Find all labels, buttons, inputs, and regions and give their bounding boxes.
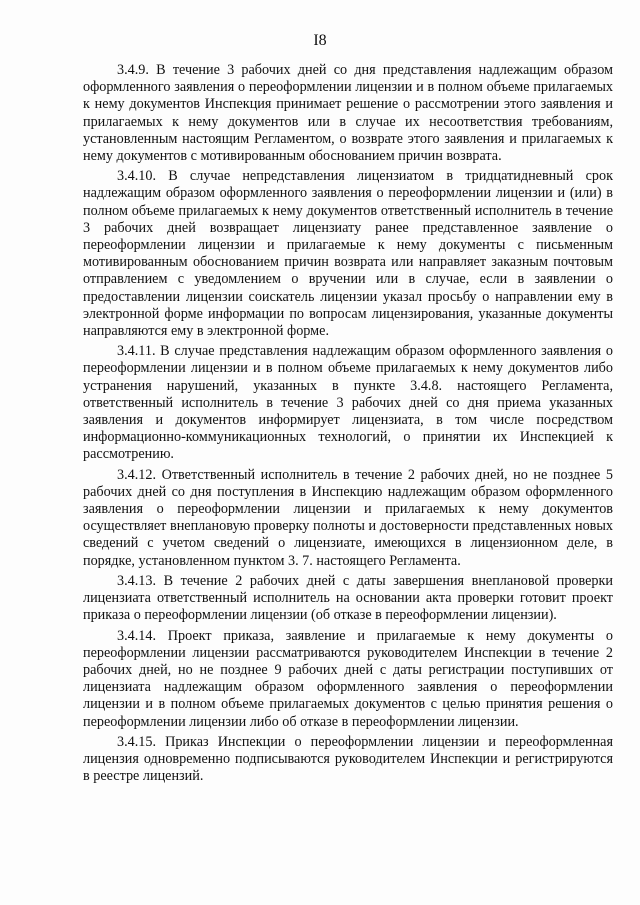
paragraph-3-4-9: 3.4.9. В течение 3 рабочих дней со дня представления надлежащим образом оформленного заявления о переоформлении лицензии и в полном объеме прилагаемых к нему документов Инспекция принимает решение о рассмотрении этого заявления и прилагаемых к нему документов или в случае их несоответствия требованиям, установленным настоящим Регламентом, о возврате этого заявления и прилагаемых к нему документов с мотивированным обоснованием причин возврата. (83, 62, 613, 165)
paragraph-3-4-10: 3.4.10. В случае непредставления лицензиатом в тридцатидневный срок надлежащим образом оформленного заявления о переоформлении лицензии и (или) в полном объеме прилагаемых к нему документов ответственный исполнитель в течение 3 рабочих дней возвращает лицензиату ранее представленное заявление о переоформлении лицензии и прилагаемые к нему документы с письменным мотивированным обоснованием причин возврата или направляет заказным почтовым отправлением с уведомлением о вручении или в случае, если в заявлении о предоставлении лицензии соискатель лицензии указал просьбу о направлении ему в электронной форме информации по вопросам лицензирования, указанные документы направляются ему в электронной форме. (83, 168, 613, 340)
paragraph-3-4-12: 3.4.12. Ответственный исполнитель в течение 2 рабочих дней, но не позднее 5 рабочих дней со дня поступления в Инспекцию надлежащим образом оформленного заявления о переоформлении лицензии и прилагаемых к нему документов осуществляет внеплановую проверку полноты и достоверности представленных новых сведений с учетом сведений о лицензиате, имеющихся в лицензионном деле, в порядке, установленном пунктом 3. 7. настоящего Регламента. (83, 466, 613, 569)
page-number: I8 (313, 32, 327, 49)
paragraph-3-4-15: 3.4.15. Приказ Инспекции о переоформлении лицензии и переоформленная лицензия одновременно подписываются руководителем Инспекции и регистрируются в реестре лицензий. (83, 733, 613, 785)
paragraph-3-4-13: 3.4.13. В течение 2 рабочих дней с даты завершения внеплановой проверки лицензиата ответственный исполнитель на основании акта проверки готовит проект приказа о переоформлении лицензии (об отказе в переоформлении лицензии). (83, 572, 613, 624)
paragraph-3-4-11: 3.4.11. В случае представления надлежащим образом оформленного заявления о переоформлении лицензии и в полном объеме прилагаемых к нему документов либо устранения нарушений, указанных в пункте 3.4.8. настоящего Регламента, ответственный исполнитель в течение 3 рабочих дней со дня приема указанных заявления и документов информирует лицензиата, в том числе посредством информационно-коммуникационных технологий, о принятии их Инспекцией к рассмотрению. (83, 343, 613, 463)
paragraph-3-4-14: 3.4.14. Проект приказа, заявление и прилагаемые к нему документы о переоформлении лицензии рассматриваются руководителем Инспекции в течение 2 рабочих дней, но не позднее 9 рабочих дней с даты регистрации поступивших от лицензиата надлежащим образом оформленного заявления о переоформлении лицензии и в полном объеме прилагаемых документов с целью принятия решения о переоформлении лицензии либо об отказе в переоформлении лицензии. (83, 627, 613, 730)
document-body (83, 62, 613, 788)
